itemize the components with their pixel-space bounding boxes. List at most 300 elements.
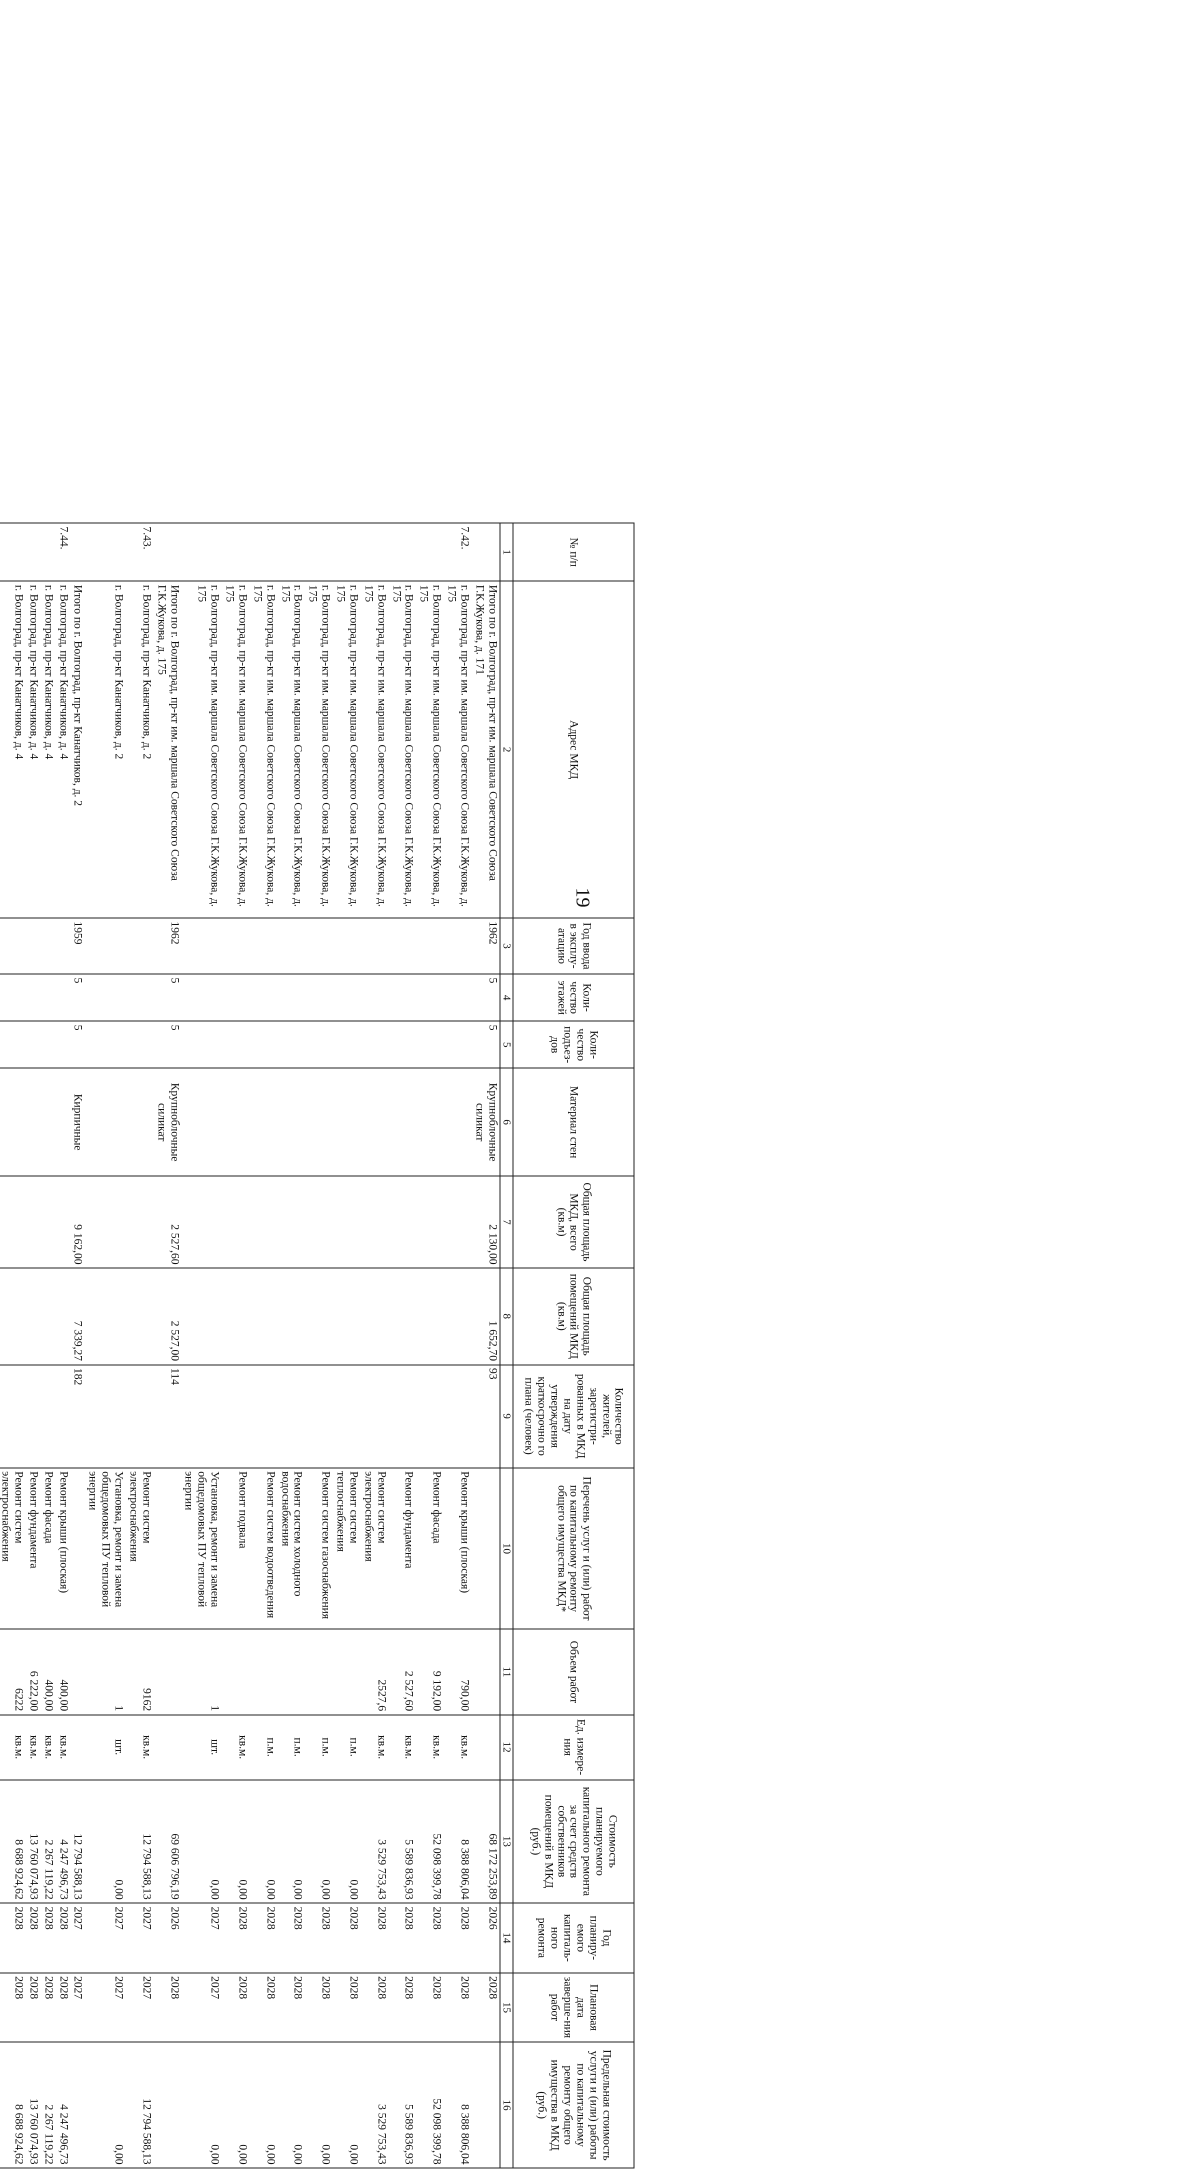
cell-limit <box>471 2042 499 2168</box>
cell-addr: г. Волгоград, пр-кт Канатчиков, д. 4 <box>55 581 70 918</box>
table-row <box>333 523 361 2168</box>
cell-floors <box>55 974 70 1021</box>
cell-end: 2028 <box>305 1973 333 2043</box>
column-number-13: 13 <box>500 1780 513 1903</box>
cell-cost: 0,00 <box>85 1780 126 1903</box>
cell-no <box>333 523 361 581</box>
cell-walls <box>25 1068 40 1176</box>
column-header-16: Предельная стоимость услуги и (или) работы по капитальному ремонту общего имущества в МКД (руб.) <box>513 2042 634 2168</box>
cell-plan: 2028 <box>388 1903 416 1973</box>
column-header-1: № п/п <box>513 523 634 581</box>
cell-work: Ремонт систем электроснабжения <box>360 1468 388 1630</box>
cell-floors <box>416 974 444 1021</box>
cell-area <box>249 1176 277 1268</box>
cell-floors <box>222 974 250 1021</box>
cell-no: 7.42. <box>444 523 472 581</box>
cell-vol: 1 <box>181 1629 222 1714</box>
cell-unit: кв.м. <box>40 1715 55 1780</box>
cell-unit <box>153 1715 181 1780</box>
rotated-table-sheet <box>0 523 635 2169</box>
cell-area <box>181 1176 222 1268</box>
cell-area_rooms: 7 339,27 <box>70 1268 85 1365</box>
cell-unit: кв.м. <box>222 1715 250 1780</box>
cell-unit: кв.м. <box>388 1715 416 1780</box>
cell-area <box>360 1176 388 1268</box>
cell-vol <box>70 1629 85 1714</box>
column-header-13: Стоимость планируемого капитального ремонта за счет средств собственников помещений в МКД (руб.) <box>513 1780 634 1903</box>
column-number-15: 15 <box>500 1973 513 2043</box>
column-number-2: 2 <box>500 581 513 918</box>
cell-limit: 2 267 119,22 <box>40 2042 55 2168</box>
cell-limit: 0,00 <box>333 2042 361 2168</box>
cell-plan: 2028 <box>249 1903 277 1973</box>
cell-plan: 2027 <box>181 1903 222 1973</box>
cell-year <box>416 918 444 974</box>
cell-residents <box>416 1365 444 1468</box>
cell-limit: 0,00 <box>222 2042 250 2168</box>
cell-vol <box>222 1629 250 1714</box>
cell-cost: 0,00 <box>181 1780 222 1903</box>
cell-work: Установка, ремонт и замена общедомовых ПУ тепловой энергии <box>85 1468 126 1630</box>
cell-residents <box>40 1365 55 1468</box>
cell-plan: 2028 <box>305 1903 333 1973</box>
cell-limit: 5 589 836,93 <box>388 2042 416 2168</box>
header-row <box>513 523 634 2168</box>
cell-plan: 2027 <box>126 1903 154 1973</box>
cell-area_rooms <box>40 1268 55 1365</box>
cell-addr: г. Волгоград, пр-кт им. маршала Советского Союза Г.К.Жукова, д. 175 <box>360 581 388 918</box>
cell-cost: 8 688 924,62 <box>0 1780 25 1903</box>
table-row <box>181 523 222 2168</box>
cell-cost: 52 098 399,78 <box>416 1780 444 1903</box>
cell-area_rooms <box>0 1268 25 1365</box>
table-row <box>444 523 472 2168</box>
cell-unit: кв.м. <box>444 1715 472 1780</box>
page-number: 19 <box>571 887 594 908</box>
cell-walls <box>181 1068 222 1176</box>
cell-area_rooms <box>277 1268 305 1365</box>
cell-addr: г. Волгоград, пр-кт Канатчиков, д. 4 <box>40 581 55 918</box>
cell-work: Ремонт фасада <box>416 1468 444 1630</box>
cell-no <box>388 523 416 581</box>
cell-work: Ремонт подвала <box>222 1468 250 1630</box>
cell-work: Ремонт фундамента <box>388 1468 416 1630</box>
column-number-9: 9 <box>500 1365 513 1468</box>
cell-cost: 69 606 796,19 <box>153 1780 181 1903</box>
cell-entr <box>40 1021 55 1068</box>
cell-year <box>126 918 154 974</box>
cell-entr <box>222 1021 250 1068</box>
cell-addr: Итого по г. Волгоград, пр-кт им. маршала Советского Союза Г.К.Жукова, д. 175 <box>153 581 181 918</box>
cell-limit: 0,00 <box>249 2042 277 2168</box>
cell-addr: г. Волгоград, пр-кт им. маршала Советского Союза Г.К.Жукова, д. 175 <box>333 581 361 918</box>
cell-plan: 2028 <box>416 1903 444 1973</box>
cell-unit: кв.м. <box>126 1715 154 1780</box>
table-row <box>25 523 40 2168</box>
table-row <box>222 523 250 2168</box>
cell-addr: г. Волгоград, пр-кт им. маршала Советского Союза Г.К.Жукова, д. 175 <box>388 581 416 918</box>
cell-end: 2028 <box>388 1973 416 2043</box>
cell-area: 2 527,60 <box>153 1176 181 1268</box>
cell-entr <box>277 1021 305 1068</box>
cell-end: 2028 <box>249 1973 277 2043</box>
cell-area_rooms: 1 652,70 <box>471 1268 499 1365</box>
cell-year <box>55 918 70 974</box>
cell-limit: 12 794 588,13 <box>126 2042 154 2168</box>
cell-addr: г. Волгоград, пр-кт им. маршала Советского Союза Г.К.Жукова, д. 175 <box>277 581 305 918</box>
cell-limit: 8 688 924,62 <box>0 2042 25 2168</box>
cell-entr <box>55 1021 70 1068</box>
cell-floors <box>126 974 154 1021</box>
cell-year <box>277 918 305 974</box>
column-number-11: 11 <box>500 1629 513 1714</box>
cell-residents: 93 <box>471 1365 499 1468</box>
cell-walls <box>277 1068 305 1176</box>
cell-limit: 0,00 <box>181 2042 222 2168</box>
cell-area: 2 130,00 <box>471 1176 499 1268</box>
cell-floors <box>360 974 388 1021</box>
cell-limit: 0,00 <box>277 2042 305 2168</box>
table-row <box>305 523 333 2168</box>
cell-work: Ремонт систем водоотведения <box>249 1468 277 1630</box>
cell-entr <box>85 1021 126 1068</box>
cell-vol <box>333 1629 361 1714</box>
cell-no <box>25 523 40 581</box>
cell-limit: 3 529 753,43 <box>360 2042 388 2168</box>
cell-residents <box>388 1365 416 1468</box>
cell-area_rooms <box>249 1268 277 1365</box>
cell-floors <box>85 974 126 1021</box>
cell-floors <box>181 974 222 1021</box>
cell-area_rooms <box>444 1268 472 1365</box>
cell-limit <box>70 2042 85 2168</box>
cell-vol: 6 222,00 <box>25 1629 40 1714</box>
cell-area <box>85 1176 126 1268</box>
table-row <box>40 523 55 2168</box>
cell-residents: 114 <box>153 1365 181 1468</box>
cell-residents: 182 <box>70 1365 85 1468</box>
cell-no <box>416 523 444 581</box>
cell-floors <box>333 974 361 1021</box>
cell-walls <box>360 1068 388 1176</box>
cell-no <box>360 523 388 581</box>
column-header-6: Материал стен <box>513 1068 634 1176</box>
cell-area <box>55 1176 70 1268</box>
cell-entr <box>360 1021 388 1068</box>
cell-floors: 5 <box>471 974 499 1021</box>
cell-walls <box>416 1068 444 1176</box>
cell-vol: 790,00 <box>444 1629 472 1714</box>
cell-year <box>181 918 222 974</box>
cell-addr: г. Волгоград, пр-кт им. маршала Советского Союза Г.К.Жукова, д. 175 <box>305 581 333 918</box>
table-row <box>249 523 277 2168</box>
cell-entr <box>126 1021 154 1068</box>
total-row <box>471 523 499 2168</box>
cell-addr: Итого по г. Волгоград, пр-кт Канатчиков, д. 2 <box>70 581 85 918</box>
cell-residents <box>333 1365 361 1468</box>
cell-area <box>388 1176 416 1268</box>
cell-plan: 2028 <box>0 1903 25 1973</box>
cell-cost: 8 388 806,04 <box>444 1780 472 1903</box>
cell-no: 7.43. <box>126 523 154 581</box>
cell-area <box>40 1176 55 1268</box>
cell-entr: 5 <box>471 1021 499 1068</box>
cell-residents <box>360 1365 388 1468</box>
cell-limit: 52 098 399,78 <box>416 2042 444 2168</box>
cell-year: 1962 <box>471 918 499 974</box>
cell-floors: 5 <box>153 974 181 1021</box>
cell-cost: 0,00 <box>222 1780 250 1903</box>
cell-end: 2028 <box>277 1973 305 2043</box>
cell-no <box>0 523 25 581</box>
cell-work: Ремонт систем электроснабжения <box>126 1468 154 1630</box>
cell-area <box>416 1176 444 1268</box>
cell-limit: 0,00 <box>85 2042 126 2168</box>
cell-year <box>40 918 55 974</box>
cell-unit: п.м. <box>249 1715 277 1780</box>
cell-area_rooms <box>126 1268 154 1365</box>
cell-walls <box>126 1068 154 1176</box>
cell-area_rooms: 2 527,00 <box>153 1268 181 1365</box>
cell-floors <box>277 974 305 1021</box>
cell-cost: 0,00 <box>333 1780 361 1903</box>
cell-no <box>153 523 181 581</box>
cell-end: 2028 <box>40 1973 55 2043</box>
column-header-8: Общая площадь помещений МКД (кв.м) <box>513 1268 634 1365</box>
cell-area_rooms <box>388 1268 416 1365</box>
cell-addr: г. Волгоград, пр-кт им. маршала Советского Союза Г.К.Жукова, д. 175 <box>249 581 277 918</box>
cell-walls: Крупноблочные силикат <box>471 1068 499 1176</box>
cell-work <box>153 1468 181 1630</box>
cell-area <box>305 1176 333 1268</box>
table-row <box>126 523 154 2168</box>
cell-end: 2028 <box>55 1973 70 2043</box>
cell-floors <box>388 974 416 1021</box>
table-row <box>388 523 416 2168</box>
column-number-14: 14 <box>500 1903 513 1973</box>
cell-year <box>25 918 40 974</box>
cell-vol: 9162 <box>126 1629 154 1714</box>
cell-walls <box>305 1068 333 1176</box>
cell-residents <box>222 1365 250 1468</box>
cell-walls <box>249 1068 277 1176</box>
cell-floors <box>25 974 40 1021</box>
cell-walls <box>333 1068 361 1176</box>
cell-floors: 5 <box>70 974 85 1021</box>
cell-entr <box>444 1021 472 1068</box>
cell-vol: 1 <box>85 1629 126 1714</box>
cell-floors <box>0 974 25 1021</box>
cell-entr <box>25 1021 40 1068</box>
cell-plan: 2027 <box>85 1903 126 1973</box>
cell-end: 2028 <box>360 1973 388 2043</box>
cell-area_rooms <box>85 1268 126 1365</box>
cell-area_rooms <box>360 1268 388 1365</box>
cell-plan: 2026 <box>153 1903 181 1973</box>
cell-plan: 2028 <box>40 1903 55 1973</box>
cell-addr: г. Волгоград, пр-кт им. маршала Советского Союза Г.К.Жукова, д. 175 <box>181 581 222 918</box>
cell-area_rooms <box>181 1268 222 1365</box>
cell-addr: г. Волгоград, пр-кт им. маршала Советского Союза Г.К.Жукова, д. 175 <box>222 581 250 918</box>
cell-work: Ремонт крыши (плоская) <box>444 1468 472 1630</box>
cell-no <box>471 523 499 581</box>
cell-area <box>333 1176 361 1268</box>
table-row <box>85 523 126 2168</box>
cell-work: Ремонт систем электроснабжения <box>0 1468 25 1630</box>
cell-cost: 5 589 836,93 <box>388 1780 416 1903</box>
cell-area_rooms <box>55 1268 70 1365</box>
cell-entr: 5 <box>153 1021 181 1068</box>
cell-vol <box>277 1629 305 1714</box>
cell-no <box>222 523 250 581</box>
total-row <box>70 523 85 2168</box>
column-header-2: Адрес МКД <box>513 581 634 918</box>
cell-cost: 13 760 074,93 <box>25 1780 40 1903</box>
cell-addr: г. Волгоград, пр-кт Канатчиков, д. 4 <box>25 581 40 918</box>
cell-no <box>40 523 55 581</box>
cell-no: 7.44. <box>55 523 70 581</box>
cell-cost: 0,00 <box>277 1780 305 1903</box>
column-number-16: 16 <box>500 2042 513 2168</box>
cell-year <box>333 918 361 974</box>
cell-unit: шт. <box>85 1715 126 1780</box>
cell-area: 9 162,00 <box>70 1176 85 1268</box>
column-header-12: Ед. измере-ния <box>513 1715 634 1780</box>
cell-work <box>471 1468 499 1630</box>
cell-end: 2028 <box>222 1973 250 2043</box>
cell-work: Ремонт фундамента <box>25 1468 40 1630</box>
column-number-row <box>500 523 513 2168</box>
cell-no <box>277 523 305 581</box>
column-header-4: Коли-чество этажей <box>513 974 634 1021</box>
cell-walls <box>40 1068 55 1176</box>
cell-floors <box>40 974 55 1021</box>
cell-residents <box>444 1365 472 1468</box>
cell-plan: 2026 <box>471 1903 499 1973</box>
cell-area <box>0 1176 25 1268</box>
cell-unit: кв.м. <box>416 1715 444 1780</box>
cell-walls <box>388 1068 416 1176</box>
cell-limit: 8 388 806,04 <box>444 2042 472 2168</box>
cell-year <box>249 918 277 974</box>
cell-walls: Кирпичные <box>70 1068 85 1176</box>
column-header-9: Количество жителей, зарегистри-рованных в МКД на дату утверждения краткосрочно го плана (человек) <box>513 1365 634 1468</box>
cell-limit: 0,00 <box>305 2042 333 2168</box>
cell-floors <box>249 974 277 1021</box>
cell-work: Ремонт крыши (плоская) <box>55 1468 70 1630</box>
cell-limit: 13 760 074,93 <box>25 2042 40 2168</box>
cell-addr: г. Волгоград, пр-кт Канатчиков, д. 4 <box>0 581 25 918</box>
cell-work <box>70 1468 85 1630</box>
column-header-3: Год ввода в эксплу-атацию <box>513 918 634 974</box>
cell-end: 2028 <box>416 1973 444 2043</box>
column-header-10: Перечень услуг и (или) работ по капитальному ремонту общего имущества МКД* <box>513 1468 634 1630</box>
cell-area <box>444 1176 472 1268</box>
cell-walls <box>85 1068 126 1176</box>
cell-plan: 2027 <box>70 1903 85 1973</box>
cell-end: 2028 <box>25 1973 40 2043</box>
cell-unit: кв.м. <box>55 1715 70 1780</box>
cell-area_rooms <box>25 1268 40 1365</box>
cell-unit: шт. <box>181 1715 222 1780</box>
cell-entr <box>181 1021 222 1068</box>
capital-repair-table <box>0 523 635 2169</box>
cell-area_rooms <box>416 1268 444 1365</box>
cell-walls: Крупноблочные силикат <box>153 1068 181 1176</box>
cell-addr: Итого по г. Волгоград, пр-кт им. маршала Советского Союза Г.К.Жукова, д. 171 <box>471 581 499 918</box>
cell-cost: 3 529 753,43 <box>360 1780 388 1903</box>
cell-entr <box>388 1021 416 1068</box>
cell-walls <box>444 1068 472 1176</box>
cell-entr: 5 <box>70 1021 85 1068</box>
cell-year: 1962 <box>153 918 181 974</box>
cell-year <box>85 918 126 974</box>
cell-addr: г. Волгоград, пр-кт им. маршала Советского Союза Г.К.Жукова, д. 175 <box>416 581 444 918</box>
cell-year <box>444 918 472 974</box>
cell-work: Ремонт систем теплоснабжения <box>333 1468 361 1630</box>
cell-vol: 2527,6 <box>360 1629 388 1714</box>
cell-unit <box>471 1715 499 1780</box>
column-header-5: Коли-чество подъез-дов <box>513 1021 634 1068</box>
cell-unit: кв.м. <box>360 1715 388 1780</box>
table-body <box>0 523 500 2168</box>
cell-residents <box>277 1365 305 1468</box>
cell-no <box>85 523 126 581</box>
cell-year <box>360 918 388 974</box>
cell-vol <box>305 1629 333 1714</box>
column-header-15: Плановая дата заверше-ния работ <box>513 1973 634 2043</box>
column-number-5: 5 <box>500 1021 513 1068</box>
cell-residents <box>249 1365 277 1468</box>
cell-entr <box>416 1021 444 1068</box>
column-number-1: 1 <box>500 523 513 581</box>
total-row <box>153 523 181 2168</box>
cell-work: Ремонт систем холодного водоснабжения <box>277 1468 305 1630</box>
cell-plan: 2028 <box>360 1903 388 1973</box>
cell-plan: 2028 <box>222 1903 250 1973</box>
cell-area <box>222 1176 250 1268</box>
table-row <box>55 523 70 2168</box>
cell-vol <box>153 1629 181 1714</box>
cell-plan: 2028 <box>55 1903 70 1973</box>
cell-floors <box>305 974 333 1021</box>
cell-year <box>0 918 25 974</box>
cell-work: Установка, ремонт и замена общедомовых ПУ тепловой энергии <box>181 1468 222 1630</box>
cell-walls <box>0 1068 25 1176</box>
cell-entr <box>333 1021 361 1068</box>
cell-addr: г. Волгоград, пр-кт Канатчиков, д. 2 <box>126 581 154 918</box>
cell-residents <box>55 1365 70 1468</box>
cell-walls <box>222 1068 250 1176</box>
cell-area <box>25 1176 40 1268</box>
cell-plan: 2028 <box>277 1903 305 1973</box>
cell-unit: кв.м. <box>25 1715 40 1780</box>
cell-end: 2027 <box>85 1973 126 2043</box>
cell-floors <box>444 974 472 1021</box>
cell-no <box>305 523 333 581</box>
cell-end: 2028 <box>444 1973 472 2043</box>
cell-vol <box>249 1629 277 1714</box>
cell-year <box>305 918 333 974</box>
cell-vol: 6222 <box>0 1629 25 1714</box>
column-number-6: 6 <box>500 1068 513 1176</box>
cell-unit: п.м. <box>333 1715 361 1780</box>
cell-residents <box>181 1365 222 1468</box>
cell-no <box>249 523 277 581</box>
cell-plan: 2028 <box>333 1903 361 1973</box>
cell-cost: 0,00 <box>305 1780 333 1903</box>
cell-unit: п.м. <box>305 1715 333 1780</box>
